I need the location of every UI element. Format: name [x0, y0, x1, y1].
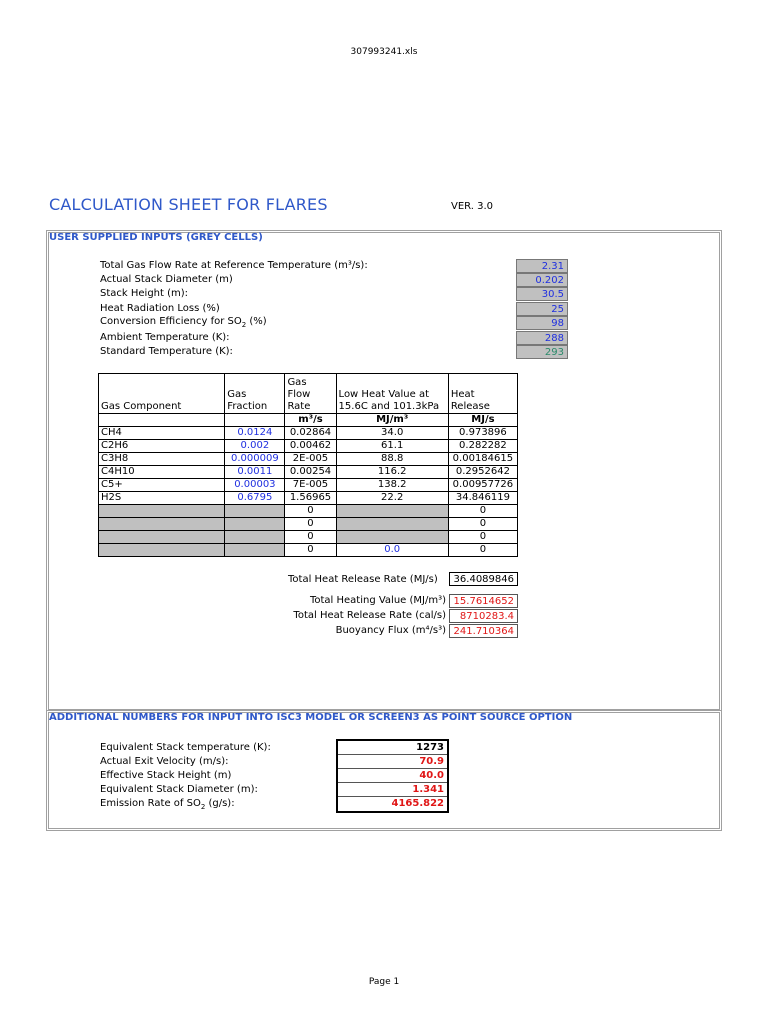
input-label-gas-flow: Total Gas Flow Rate at Reference Temperature (m³/s): [100, 260, 368, 271]
cell-fraction[interactable]: 0.0124 [225, 427, 285, 440]
isc3-label-emission-rate: Emission Rate of $SO_2$ (g/s): [100, 798, 235, 811]
file-name: 307993241.xls [350, 47, 418, 57]
isc3-diameter: 1.341 [338, 783, 447, 797]
table-row [99, 440, 518, 453]
cell-flow: 0 [285, 505, 336, 518]
cell-release: 0 [448, 531, 517, 544]
unit-flow: m³/s [285, 414, 336, 427]
table-row [99, 492, 518, 505]
input-label-heat-loss: Heat Radiation Loss (%) [100, 303, 220, 314]
total-heat-release-value: 36.4089846 [449, 572, 518, 586]
cell-release: 0.973896 [448, 427, 517, 440]
cell-lhv: 116.2 [336, 466, 448, 479]
table-row [99, 466, 518, 479]
result-release-cal: 8710283.4 [449, 609, 518, 623]
isc3-stack-temp: 1273 [338, 741, 447, 755]
cell-flow: 0 [285, 531, 336, 544]
cell-flow: 0 [285, 544, 336, 557]
page-number: Page 1 [368, 977, 400, 987]
cell-component[interactable] [99, 505, 225, 518]
input-label-standard-temp: Standard Temperature (K): [100, 346, 233, 357]
cell-lhv[interactable] [336, 518, 448, 531]
unit-lhv: MJ/m³ [336, 414, 448, 427]
cell-release: 0.282282 [448, 440, 517, 453]
isc3-heading: ADDITIONAL NUMBERS FOR INPUT INTO ISC3 MODEL OR SCREEN3 AS POINT SOURCE OPTION [49, 712, 573, 723]
cell-fraction[interactable] [225, 505, 285, 518]
header-gas-flow-rate: Gas Flow Rate [285, 374, 336, 414]
cell-lhv: 61.1 [336, 440, 448, 453]
isc3-emission-rate: 4165.822 [391, 798, 444, 809]
header-gas-component: Gas Component [99, 374, 225, 414]
cell-release: 0.2952642 [448, 466, 517, 479]
gas-component-table [98, 373, 518, 557]
input-label-ambient-temp: Ambient Temperature (K): [100, 332, 230, 343]
cell-lhv: 34.0 [336, 427, 448, 440]
cell-component[interactable] [99, 518, 225, 531]
unit-cell [225, 414, 285, 427]
cell-release: 0 [448, 505, 517, 518]
input-label-stack-diameter: Actual Stack Diameter (m) [100, 274, 233, 285]
result-buoyancy: 241.710364 [449, 624, 518, 638]
table-row [99, 531, 518, 544]
input-standard-temp[interactable]: 293 [516, 345, 568, 359]
unit-cell [99, 414, 225, 427]
cell-component: C2H6 [99, 440, 225, 453]
cell-component: C3H8 [99, 453, 225, 466]
table-row [99, 479, 518, 492]
input-stack-height[interactable]: 30.5 [516, 287, 568, 301]
cell-fraction[interactable] [225, 544, 285, 557]
input-label-stack-height: Stack Height (m): [100, 288, 189, 299]
cell-flow: 0.02864 [285, 427, 336, 440]
cell-lhv: 22.2 [336, 492, 448, 505]
isc3-label-effective-height: Effective Stack Height (m) [100, 770, 232, 781]
cell-component[interactable] [99, 531, 225, 544]
cell-release: 0 [448, 518, 517, 531]
input-gas-flow[interactable]: 2.31 [516, 259, 568, 273]
cell-component: H2S [99, 492, 225, 505]
isc3-label-exit-velocity: Actual Exit Velocity (m/s): [100, 756, 229, 767]
table-row [99, 453, 518, 466]
result-label-buoyancy: Buoyancy Flux (m⁴/s³) [335, 625, 446, 636]
isc3-label-diameter: Equivalent Stack Diameter (m): [100, 784, 258, 795]
unit-release: MJ/s [448, 414, 517, 427]
cell-fraction[interactable] [225, 531, 285, 544]
sheet-title: CALCULATION SHEET FOR FLARES [49, 195, 328, 214]
table-row [99, 505, 518, 518]
input-label-conversion: Conversion Efficiency for $SO_2$ (%) [100, 316, 267, 329]
cell-release: 0.00957726 [448, 479, 517, 492]
cell-release: 0 [448, 544, 517, 557]
cell-lhv[interactable] [336, 505, 448, 518]
isc3-exit-velocity: 70.9 [338, 755, 447, 769]
table-row [99, 427, 518, 440]
header-low-heat-value: Low Heat Value at 15.6C and 101.3kPa [336, 374, 448, 414]
version-label: VER. 3.0 [451, 201, 494, 212]
cell-component[interactable] [99, 544, 225, 557]
cell-release: 0.00184615 [448, 453, 517, 466]
header-gas-fraction: Gas Fraction [225, 374, 285, 414]
cell-component: CH4 [99, 427, 225, 440]
table-row [99, 544, 518, 557]
input-heat-loss[interactable]: 25 [516, 302, 568, 316]
cell-release: 34.846119 [448, 492, 517, 505]
cell-lhv: 138.2 [336, 479, 448, 492]
cell-fraction[interactable]: 0.00003 [225, 479, 285, 492]
isc3-effective-height: 40.0 [338, 769, 447, 783]
cell-flow: 7E-005 [285, 479, 336, 492]
cell-flow: 2E-005 [285, 453, 336, 466]
cell-fraction[interactable] [225, 518, 285, 531]
cell-component: C4H10 [99, 466, 225, 479]
input-ambient-temp[interactable]: 288 [516, 331, 568, 345]
input-conversion[interactable]: 98 [516, 316, 568, 330]
cell-flow: 0.00462 [285, 440, 336, 453]
cell-lhv[interactable] [336, 531, 448, 544]
cell-lhv[interactable]: 0.0 [336, 544, 448, 557]
cell-flow: 0 [285, 518, 336, 531]
result-heating-value: 15.7614652 [449, 594, 518, 608]
cell-lhv: 88.8 [336, 453, 448, 466]
total-heat-release-label: Total Heat Release Rate (MJ/s) [288, 574, 438, 585]
result-label-heating-value: Total Heating Value (MJ/m³) [309, 595, 446, 606]
header-heat-release: Heat Release [448, 374, 517, 414]
cell-flow: 0.00254 [285, 466, 336, 479]
cell-fraction[interactable]: 0.002 [225, 440, 285, 453]
input-stack-diameter[interactable]: 0.202 [516, 273, 568, 287]
isc3-label-stack-temp: Equivalent Stack temperature (K): [100, 742, 271, 753]
cell-flow: 1.56965 [285, 492, 336, 505]
result-label-release-cal: Total Heat Release Rate (cal/s) [293, 610, 446, 621]
table-row [99, 518, 518, 531]
user-inputs-heading: USER SUPPLIED INPUTS (GREY CELLS) [49, 232, 263, 243]
cell-fraction[interactable]: 0.000009 [225, 453, 285, 466]
cell-fraction[interactable]: 0.0011 [225, 466, 285, 479]
cell-component: C5+ [99, 479, 225, 492]
cell-fraction[interactable]: 0.6795 [225, 492, 285, 505]
